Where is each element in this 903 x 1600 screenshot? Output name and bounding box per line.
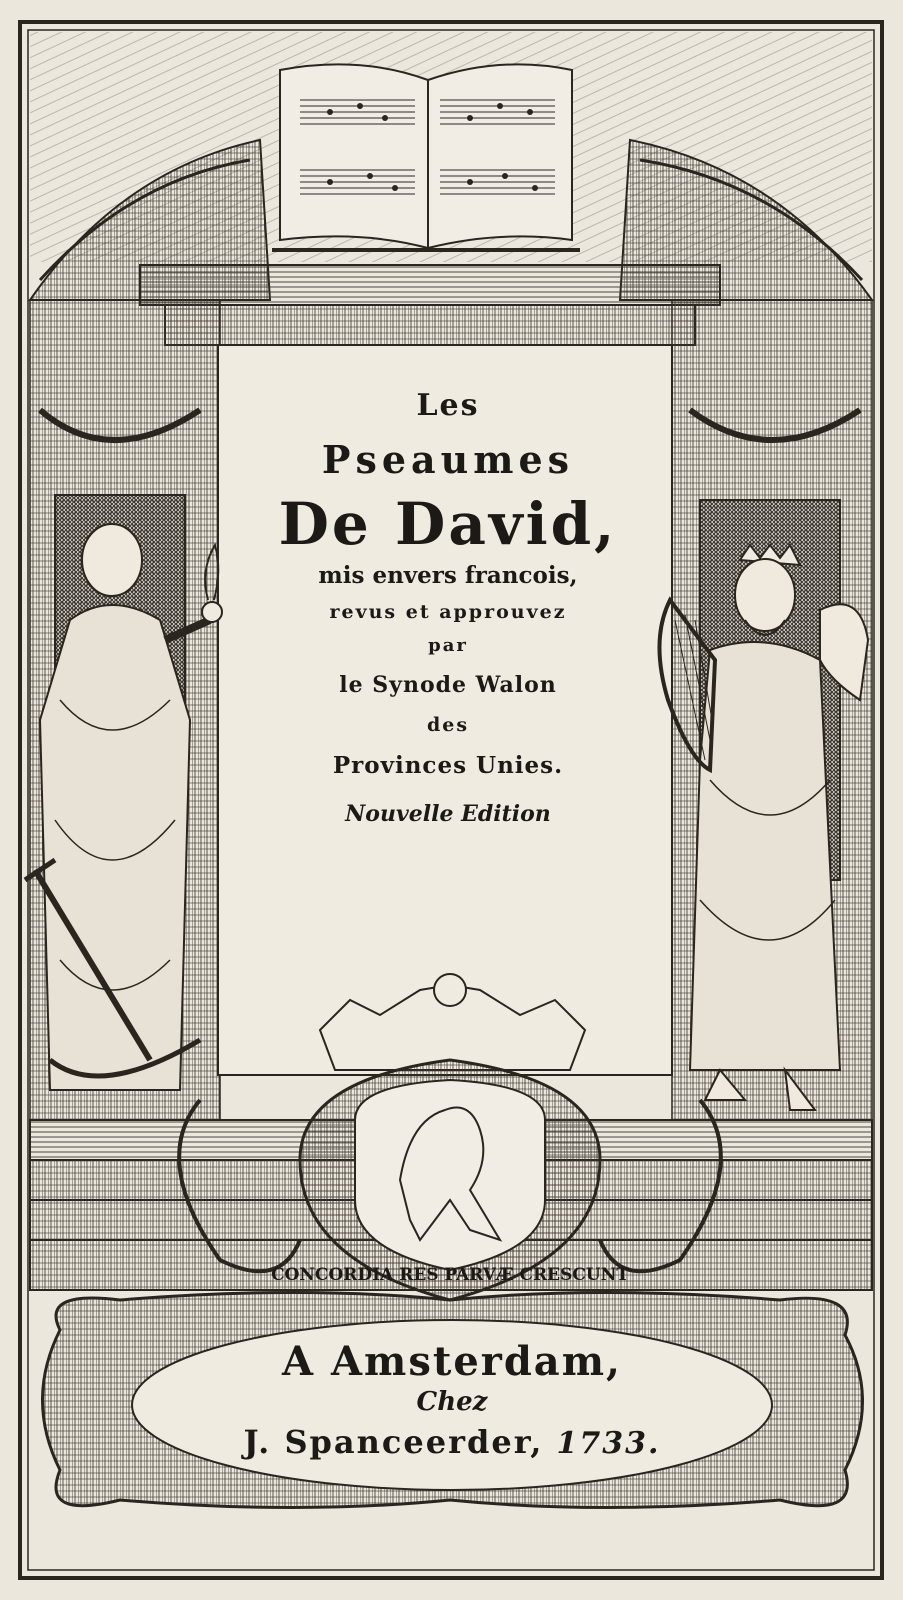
open-music-book: [272, 64, 580, 250]
emblem-motto: CONCORDIA RES PARVÆ CRESCUNT: [271, 1265, 629, 1285]
title-line-des: des: [426, 714, 470, 736]
title-block: [222, 380, 674, 827]
title-line-pseaumes: Pseaumes: [321, 437, 575, 482]
imprint-year: 1733.: [556, 1426, 661, 1461]
imprint: [150, 1338, 754, 1461]
title-line-les: Les: [416, 388, 480, 423]
title-line-provinces: Provinces Unies.: [332, 752, 564, 779]
title-line-revus: revus et approuvez: [329, 601, 567, 623]
title-line-david: De David,: [278, 490, 618, 558]
title-line-mis-envers: mis envers francois,: [318, 562, 578, 589]
imprint-printer-line: [150, 1423, 754, 1461]
title-line-synode: le Synode Walon: [339, 672, 557, 698]
title-line-par: par: [428, 635, 468, 656]
imprint-city: A Amsterdam,: [282, 1338, 622, 1385]
imprint-printer: J. Spanceerder,: [243, 1423, 544, 1461]
edition-statement: Nouvelle Edition: [345, 801, 551, 827]
imprint-chez: Chez: [416, 1387, 488, 1417]
